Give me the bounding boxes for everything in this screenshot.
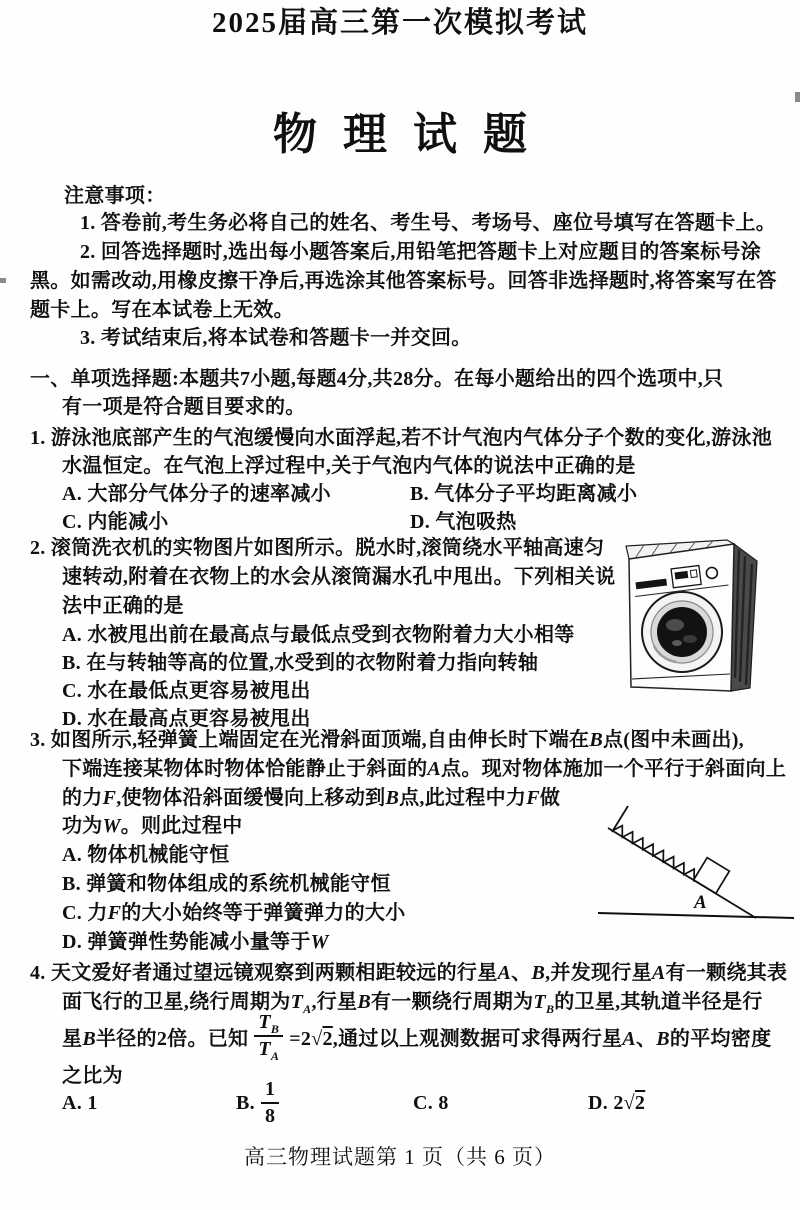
q2-figure-washing-machine bbox=[624, 538, 762, 708]
fraction-numerator: $T_B$ bbox=[254, 1011, 283, 1037]
notice-item-3: 3. 考试结束后,将本试卷和答题卡一并交回。 bbox=[80, 327, 472, 349]
fraction-numerator: 1 bbox=[261, 1078, 279, 1104]
q3-line-4: 功为W。则此过程中 bbox=[62, 815, 243, 837]
q4-line-4: 之比为 bbox=[62, 1065, 123, 1087]
q3-option-c: C. 力F的大小始终等于弹簧弹力的大小 bbox=[62, 902, 406, 924]
washer-laundry-blob bbox=[666, 619, 684, 631]
q1-line-2: 水温恒定。在气泡上浮过程中,关于气泡内气体的说法中正确的是 bbox=[62, 455, 636, 477]
section-header-line-2: 有一项是符合题目要求的。 bbox=[62, 396, 306, 418]
q2-option-d: D. 水在最高点更容易被甩出 bbox=[62, 708, 311, 730]
washer-laundry-blob bbox=[683, 635, 697, 643]
notice-item-1: 1. 答卷前,考生务必将自己的姓名、考生号、考场号、座位号填写在答题卡上。 bbox=[80, 212, 777, 234]
q4-option-d: D. 2√2 bbox=[588, 1092, 646, 1114]
incline-surface-line bbox=[608, 828, 756, 918]
q1-option-b: B. 气体分子平均距离减小 bbox=[410, 483, 638, 505]
q4-line-2: 面飞行的卫星,绕行周期为$T_A$,行星B有一颗绕行周期为$T_B$的卫星,其轨道半径是行 bbox=[62, 991, 763, 1016]
q4-option-a: A. 1 bbox=[62, 1092, 98, 1114]
notice-item-2-line-2: 黑。如需改动,用橡皮擦干净后,再选涂其他答案标号。回答非选择题时,将答案写在答 bbox=[30, 270, 777, 292]
q1-option-c: C. 内能减小 bbox=[62, 511, 169, 533]
q4-period-ratio-fraction bbox=[254, 1011, 283, 1061]
section-header-line-1: 一、单项选择题:本题共7小题,每题4分,共28分。在每小题给出的四个选项中,只 bbox=[30, 368, 724, 390]
q4-line-3-prefix: 星B半径的2倍。已知 bbox=[62, 1027, 249, 1050]
q3-line-1: 3. 如图所示,轻弹簧上端固定在光滑斜面顶端,自由伸长时下端在B点(图中未画出), bbox=[30, 729, 744, 751]
q4-line-3-suffix: =2√2,通过以上观测数据可求得两行星A、B的平均密度 bbox=[289, 1027, 772, 1050]
washer-door-glass bbox=[657, 607, 707, 657]
q3-line-2: 下端连接某物体时物体恰能静止于斜面的A点。现对物体施加一个平行于斜面向上 bbox=[62, 758, 787, 780]
q1-option-a: A. 大部分气体分子的速率减小 bbox=[62, 483, 331, 505]
notice-item-2-line-1: 2. 回答选择题时,选出每小题答案后,用铅笔把答题卡上对应题目的答案标号涂 bbox=[80, 241, 762, 263]
q4-option-c: C. 8 bbox=[413, 1092, 449, 1114]
q3-option-b: B. 弹簧和物体组成的系统机械能守恒 bbox=[62, 873, 391, 895]
q4-option-b-letter: B. bbox=[236, 1091, 255, 1114]
block-on-incline bbox=[694, 858, 730, 894]
subject-title: 物理试题 bbox=[273, 110, 553, 159]
fraction-denominator: $T_A$ bbox=[258, 1038, 280, 1063]
scan-artifact bbox=[0, 278, 6, 283]
fraction-denominator: 8 bbox=[264, 1105, 276, 1127]
q2-option-c: C. 水在最低点更容易被甩出 bbox=[62, 680, 311, 702]
washer-laundry-blob bbox=[672, 640, 682, 646]
q1-option-d: D. 气泡吸热 bbox=[410, 511, 517, 533]
q1-line-1: 1. 游泳池底部产生的气泡缓慢向水面浮起,若不计气泡内气体分子个数的变化,游泳池 bbox=[30, 427, 772, 449]
notice-heading: 注意事项： bbox=[64, 185, 166, 207]
q3-option-d: D. 弹簧弹性势能减小量等于W bbox=[62, 931, 329, 953]
q2-line-1: 2. 滚筒洗衣机的实物图片如图所示。脱水时,滚筒绕水平轴高速匀 bbox=[30, 537, 605, 559]
q2-option-b: B. 在与转轴等高的位置,水受到的衣物附着力指向转轴 bbox=[62, 652, 539, 674]
incline-anchor-line bbox=[612, 806, 628, 832]
q3-figure-incline-spring bbox=[598, 790, 798, 925]
q2-line-2: 速转动,附着在衣物上的水会从滚筒漏水孔中甩出。下列相关说 bbox=[62, 566, 616, 588]
spring-zigzag bbox=[612, 826, 700, 881]
q3-line-3: 的力F,使物体沿斜面缓慢向上移动到B点,此过程中力F做 bbox=[62, 787, 561, 809]
page-footer: 高三物理试题第 1 页（共 6 页） bbox=[244, 1145, 556, 1169]
q4-option-b bbox=[236, 1076, 285, 1130]
exam-title: 2025届高三第一次模拟考试 bbox=[211, 7, 588, 39]
notice-item-2-line-3: 题卡上。写在本试卷上无效。 bbox=[30, 299, 294, 321]
incline-ground-line bbox=[598, 913, 794, 918]
q4-line-3 bbox=[62, 1011, 772, 1063]
q3-option-a: A. 物体机械能守恒 bbox=[62, 844, 230, 866]
incline-point-label: A bbox=[694, 892, 707, 913]
q4-option-b-fraction bbox=[261, 1078, 279, 1128]
q2-option-a: A. 水被甩出前在最高点与最低点受到衣物附着力大小相等 bbox=[62, 624, 575, 646]
q4-line-1: 4. 天文爱好者通过望远镜观察到两颗相距较远的行星A、B,并发现行星A有一颗绕其表 bbox=[30, 962, 788, 984]
q2-line-3: 法中正确的是 bbox=[62, 595, 184, 617]
